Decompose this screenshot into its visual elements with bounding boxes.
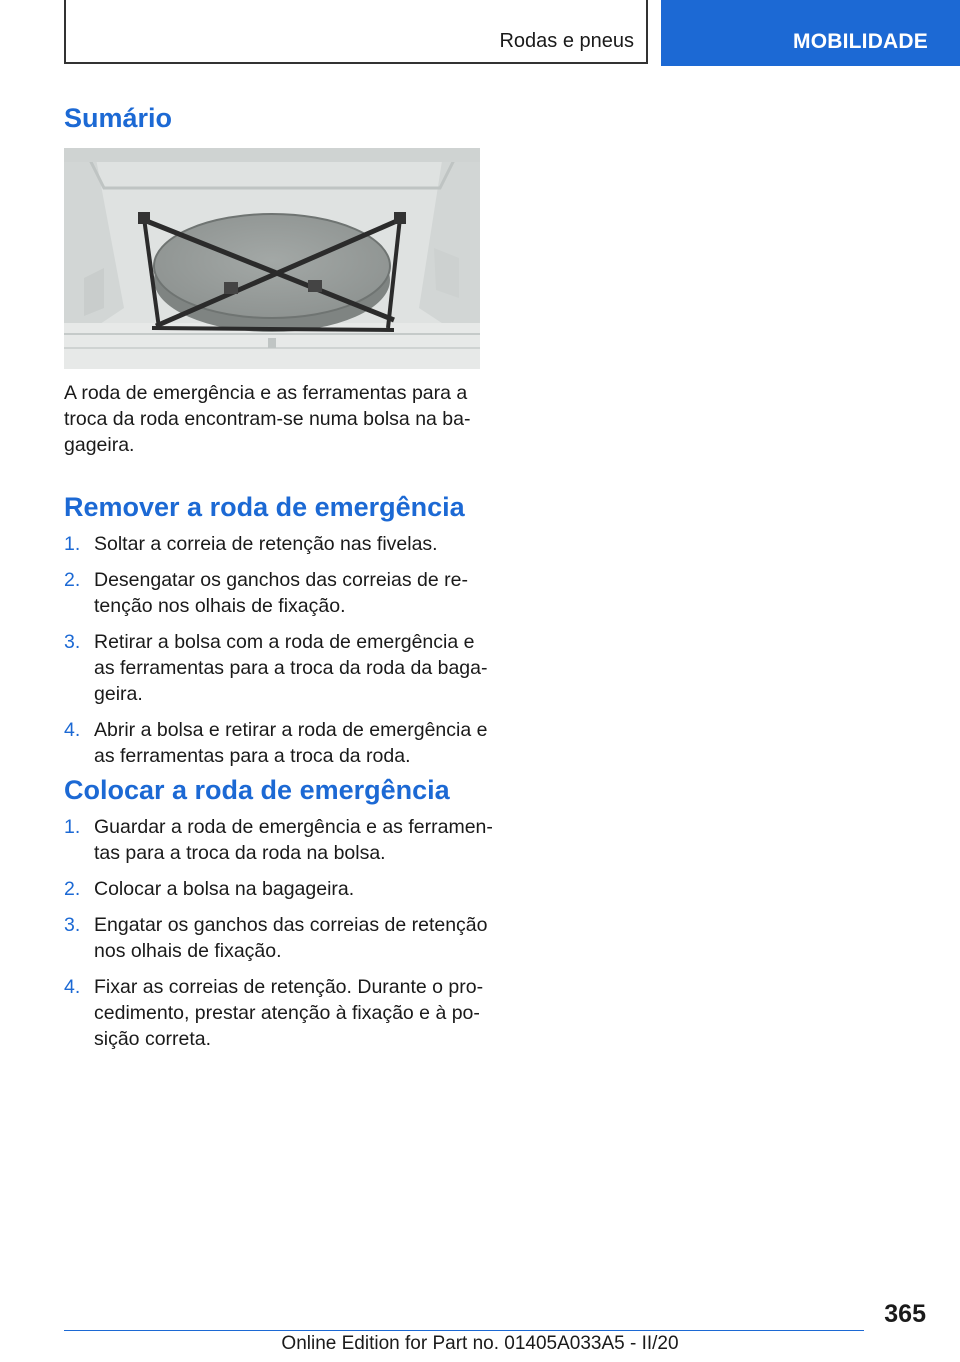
footer-edition-text: Online Edition for Part no. 01405A033A5 - II/20: [281, 1333, 679, 1354]
step-number: 3.: [64, 914, 81, 936]
overview-line: A roda de emergência e as ferramentas para a: [64, 382, 468, 404]
step-line: Engatar os ganchos das correias de retenção: [94, 914, 488, 936]
spare-wheel-trunk-illustration: [64, 148, 480, 369]
step-number: 2.: [64, 569, 81, 591]
step-line: Colocar a bolsa na bagageira.: [94, 878, 355, 900]
overview-line: troca da roda encontram-se numa bolsa na ba-: [64, 408, 471, 430]
list-item: [64, 567, 484, 619]
step-line: Retirar a bolsa com a roda de emergência e: [94, 631, 475, 653]
remove-steps-list: [64, 531, 488, 779]
step-line: Desengatar os ganchos das correias de re-: [94, 569, 468, 591]
list-item: [64, 629, 488, 707]
footer-divider: [64, 1330, 864, 1331]
step-number: 4.: [64, 719, 81, 741]
header-section-title: MOBILIDADE: [793, 30, 928, 53]
list-item: [64, 717, 488, 769]
step-line: Abrir a bolsa e retirar a roda de emergência e: [94, 719, 488, 741]
step-number: 1.: [64, 533, 81, 555]
step-number: 1.: [64, 816, 81, 838]
place-steps-list: [64, 814, 493, 1062]
list-item: [64, 814, 493, 866]
step-number: 3.: [64, 631, 81, 653]
header-section-tab: [661, 0, 960, 66]
page-number: 365: [884, 1300, 926, 1328]
step-number: 4.: [64, 976, 81, 998]
step-line: Soltar a correia de retenção nas fivelas.: [94, 533, 438, 555]
step-line: as ferramentas para a troca da roda.: [94, 745, 411, 767]
step-line: geira.: [94, 683, 143, 705]
overview-line: gageira.: [64, 434, 135, 456]
overview-heading: Sumário: [64, 103, 173, 133]
list-item: [64, 974, 484, 1052]
step-line: Fixar as correias de retenção. Durante o pro-: [94, 976, 484, 998]
list-item: [64, 912, 488, 964]
step-number: 2.: [64, 878, 81, 900]
step-line: tenção nos olhais de fixação.: [94, 595, 346, 617]
step-line: nos olhais de fixação.: [94, 940, 282, 962]
header-chapter-box: [64, 0, 648, 64]
place-heading: Colocar a roda de emergência: [64, 775, 450, 805]
step-line: Guardar a roda de emergência e as ferramen-: [94, 816, 493, 838]
step-line: sição correta.: [94, 1028, 212, 1050]
remove-heading: Remover a roda de emergência: [64, 492, 465, 522]
list-item: [64, 531, 484, 557]
header-chapter-title: Rodas e pneus: [499, 30, 634, 52]
overview-paragraph: [64, 380, 484, 458]
step-line: as ferramentas para a troca da roda da baga-: [94, 657, 488, 679]
step-line: cedimento, prestar atenção à fixação e à po-: [94, 1002, 480, 1024]
step-line: tas para a troca da roda na bolsa.: [94, 842, 386, 864]
list-item: [64, 876, 484, 902]
